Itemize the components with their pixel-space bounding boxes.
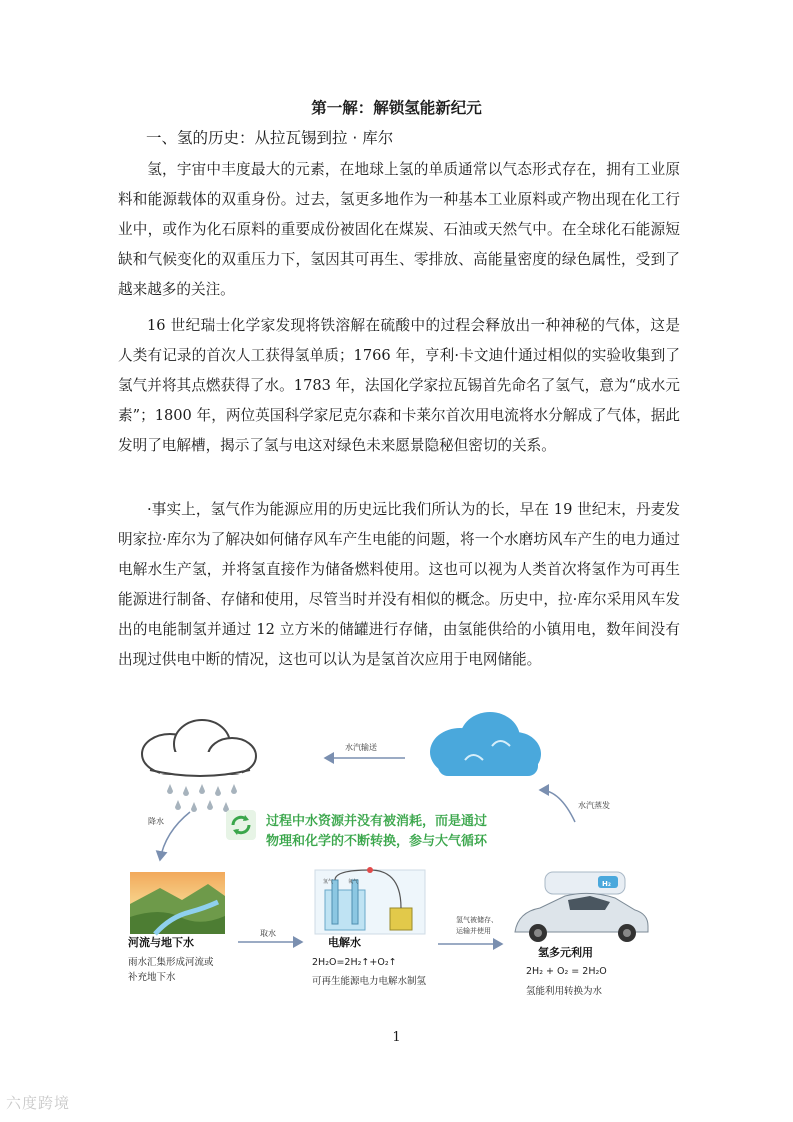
- use-formula: 2H₂ + O₂ = 2H₂O: [526, 966, 607, 977]
- paragraph-3-text: ·事实上，氢气作为能源应用的历史远比我们所认为的长，早在 19 世纪末，丹麦发明家拉·库尔为了解决如何储存风车产生电能的问题，将一个水磨坊风车产生的电力通过电解水生产氢，并将氢直接作为储备燃料使用。这也可以视为人类首次将氢作为可再生能源进行制备、存储和使用，尽管当时并没有相似的概念。历史中，拉·库尔采用风车发出的电能制氢并通过 12 立方米的储罐进行存储，由氢能供给的小镇用电，数年间没有出现过供电中断的情况，这也可以认为是氢首次应用于电网储能。: [118, 501, 680, 668]
- river-title: 河流与地下水: [128, 936, 194, 949]
- paragraph-1: [118, 155, 680, 305]
- watermark-logo: 六度跨境: [6, 1094, 71, 1112]
- cycle-note-line-1: 过程中水资源并没有被消耗，而是通过: [266, 814, 488, 829]
- paragraph-1-text: 氢，宇宙中丰度最大的元素，在地球上氢的单质通常以气态形式存在，拥有工业原料和能源载体的双重身份。过去，氢更多地作为一种基本工业原料或产物出现在化工行业中，或作为化石原料的重要成份被固化在煤炭、石油或天然气中。在全球化石能源短缺和气候变化的双重压力下，氢因其可再生、零排放、高能量密度的绿色属性，受到了越来越多的关注。: [118, 161, 680, 298]
- label-rain: 降水: [148, 817, 164, 826]
- label-store-1: 氢气被储存、: [456, 916, 498, 924]
- river-desc-1: 雨水汇集形成河流或: [128, 957, 214, 968]
- car-badge: H₂: [602, 880, 611, 888]
- electrolysis-desc: 可再生能源电力电解水制氢: [312, 976, 427, 987]
- page-number: 1: [392, 1030, 401, 1045]
- label-transport: 水汽输送: [345, 743, 377, 752]
- blue-cloud-icon: [430, 712, 541, 776]
- river-desc-2: 补充地下水: [128, 972, 176, 983]
- label-evaporation: 水汽蒸发: [578, 801, 610, 810]
- hydrogen-car-icon: [515, 872, 648, 942]
- electrolysis-title: 电解水: [328, 936, 361, 949]
- paragraph-3: [118, 495, 680, 675]
- rain-cloud-icon: [142, 720, 256, 812]
- page-title: 第一解：解锁氢能新纪元: [311, 99, 482, 117]
- cycle-note-line-2: 物理和化学的不断转换，参与大气循环: [266, 834, 488, 849]
- electrolysis-formula: 2H₂O=2H₂↑+O₂↑: [312, 957, 397, 968]
- recycle-icon: [226, 810, 256, 840]
- electrolysis-apparatus-icon: [315, 867, 425, 934]
- use-desc: 氢能利用转换为水: [526, 986, 603, 997]
- label-store-2: 运输并使用: [456, 927, 491, 935]
- label-take-water: 取水: [260, 929, 276, 938]
- paragraph-2: [118, 311, 680, 461]
- paragraph-2-text: 16 世纪瑞士化学家发现将铁溶解在硫酸中的过程会释放出一种神秘的气体，这是人类有记录的首次人工获得氢单质；1766 年，亨利·卡文迪什通过相似的实验收集到了氢气并将其点燃获得了水。1783 年，法国化学家拉瓦锡首先命名了氢气，意为“成水元素”；1800 年，两位英国科学家尼克尔森和卡莱尔首次用电流将水分解成了气体，据此发明了电解槽，揭示了氢与电这对绿色未来愿景隐秘但密切的关系。: [118, 317, 680, 454]
- tank-label-2: 氧气: [348, 879, 359, 885]
- use-title: 氢多元利用: [538, 946, 593, 959]
- water-cycle-figure: [120, 712, 680, 1012]
- section-heading: 一、氢的历史：从拉瓦锡到拉 · 库尔: [146, 129, 394, 147]
- tank-label-1: 氢气: [323, 879, 334, 885]
- river-landscape-image: [130, 872, 225, 934]
